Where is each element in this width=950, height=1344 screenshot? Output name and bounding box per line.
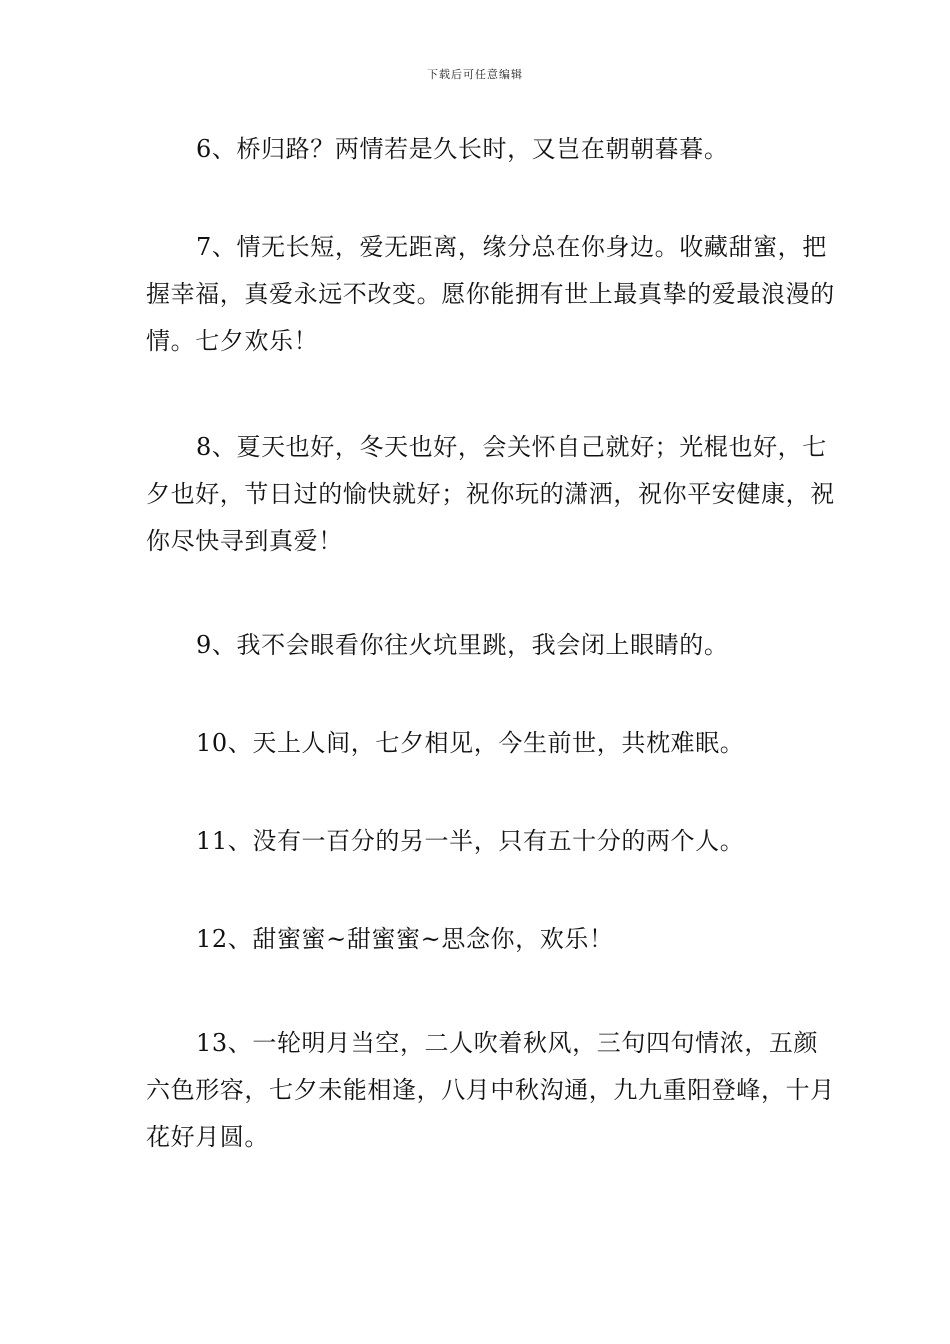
- paragraph-7: 7、情无长短，爱无距离，缘分总在你身边。收藏甜蜜，把握幸福，真爱永远不改变。愿你能拥有世上最真挚的爱最浪漫的情。七夕欢乐！: [146, 233, 835, 355]
- paragraph-13: 13、一轮明月当空，二人吹着秋风，三句四句情浓，五颜六色形容，七夕未能相逢，八月中秋沟通，九九重阳登峰，十月花好月圆。: [146, 1029, 835, 1151]
- paragraph-10: 10、天上人间，七夕相见，今生前世，共枕难眠。: [196, 729, 745, 757]
- header-note: 下载后可任意编辑: [427, 68, 523, 81]
- paragraph-8: 8、夏天也好，冬天也好，会关怀自己就好；光棍也好，七夕也好，节日过的愉快就好；祝你玩的潇洒，祝你平安健康，祝你尽快寻到真爱！: [146, 433, 835, 555]
- paragraph-12: 12、甜蜜蜜~甜蜜蜜~思念你，欢乐！: [196, 925, 614, 953]
- paragraph-6: 6、桥归路？两情若是久长时，又岂在朝朝暮暮。: [196, 135, 729, 163]
- paragraph-11: 11、没有一百分的另一半，只有五十分的两个人。: [196, 827, 745, 855]
- paragraph-9: 9、我不会眼看你往火坑里跳，我会闭上眼睛的。: [196, 631, 729, 659]
